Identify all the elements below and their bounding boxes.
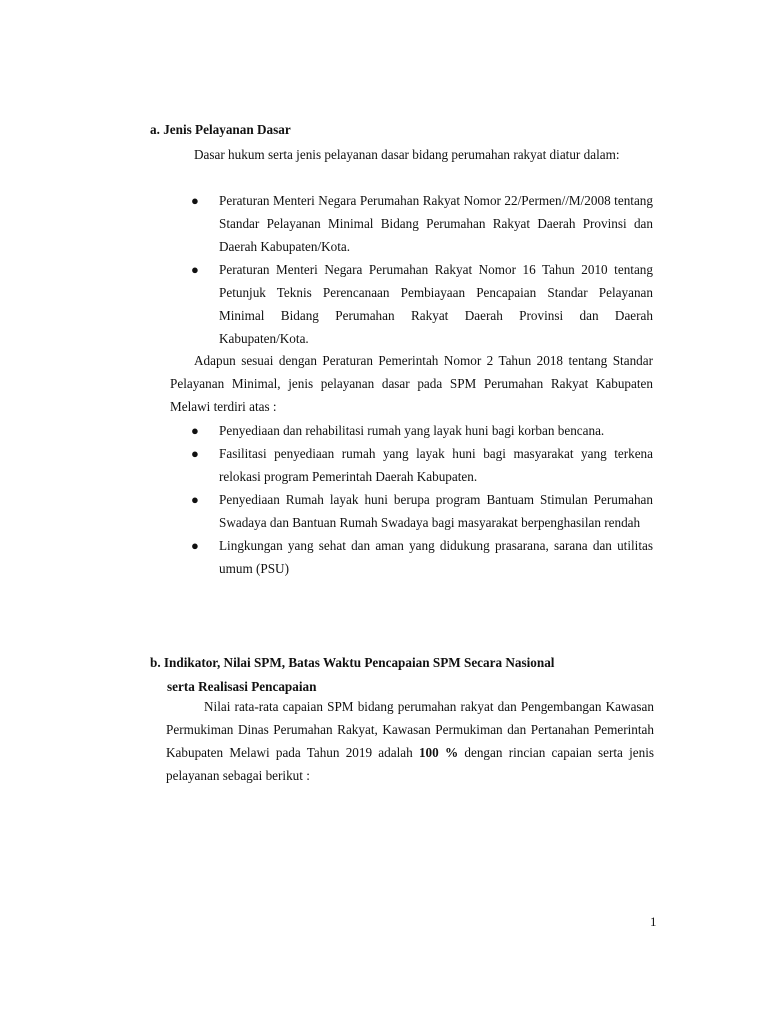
list-item bbox=[191, 419, 653, 442]
page-number: 1 bbox=[650, 914, 657, 929]
service-text: Lingkungan yang sehat dan aman yang didukung prasarana, sarana dan utilitas umum (PSU) bbox=[219, 538, 653, 576]
regulation-list bbox=[191, 189, 653, 350]
section-a-intro: Dasar hukum serta jenis pelayanan dasar bidang perumahan rakyat diatur dalam: bbox=[194, 147, 620, 162]
list-item bbox=[191, 189, 653, 258]
list-item bbox=[191, 488, 653, 534]
bullet-icon: ● bbox=[191, 538, 199, 553]
regulation-text: Peraturan Menteri Negara Perumahan Rakyat Nomor 22/Permen//M/2008 tentang Standar Pelayanan Minimal Bidang Perumahan Rakyat Daerah Provinsi dan Daerah Kabupaten/Kota. bbox=[219, 193, 653, 254]
section-a-adapun: Adapun sesuai dengan Peraturan Pemerintah Nomor 2 Tahun 2018 tentang Standar Pelayanan Minimal, jenis pelayanan dasar pada SPM Perumahan Rakyat Kabupaten Melawi terdiri atas : bbox=[170, 353, 653, 414]
achievement-value: 100 % bbox=[418, 745, 459, 760]
bullet-icon: ● bbox=[191, 423, 199, 438]
service-text: Penyediaan dan rehabilitasi rumah yang layak huni bagi korban bencana. bbox=[219, 423, 605, 438]
paragraph-text-before: Nilai rata-rata capaian SPM bidang perumahan rakyat dan Pengembangan Kawasan Permukiman Dinas Perumahan Rakyat, Kawasan Permukiman dan Pertanahan Pemerintah Kabupaten Melawi pada Tahun 2019 adalah bbox=[166, 699, 654, 760]
section-a-heading: a. Jenis Pelayanan Dasar bbox=[150, 122, 291, 137]
regulation-text: Peraturan Menteri Negara Perumahan Rakyat Nomor 16 Tahun 2010 tentang Petunjuk Teknis Perencanaan Pembiayaan Pencapaian Standar Pelayanan Minimal Bidang Perumahan Rakyat Daerah Provinsi dan Daerah Kabupaten/Kota. bbox=[219, 262, 653, 346]
section-b-heading bbox=[150, 651, 660, 699]
list-item bbox=[191, 258, 653, 350]
service-list bbox=[191, 419, 653, 580]
service-text: Fasilitasi penyediaan rumah yang layak huni bagi masyarakat yang terkena relokasi program Pemerintah Daerah Kabupaten. bbox=[219, 446, 653, 484]
section-b-paragraph bbox=[166, 695, 654, 787]
paragraph-text-after: dengan rincian capaian serta jenis pelayanan sebagai berikut : bbox=[166, 745, 655, 783]
section-b-heading-line2: serta Realisasi Pencapaian bbox=[167, 679, 317, 694]
bullet-icon: ● bbox=[191, 262, 199, 277]
list-item bbox=[191, 534, 653, 580]
list-item bbox=[191, 442, 653, 488]
bullet-icon: ● bbox=[191, 193, 199, 208]
section-b-heading-line1: b. Indikator, Nilai SPM, Batas Waktu Pencapaian SPM Secara Nasional bbox=[150, 655, 555, 670]
bullet-icon: ● bbox=[191, 492, 199, 507]
bullet-icon: ● bbox=[191, 446, 199, 461]
service-text: Penyediaan Rumah layak huni berupa program Bantuam Stimulan Perumahan Swadaya dan Bantuan Rumah Swadaya bagi masyarakat berpenghasilan rendah bbox=[219, 492, 653, 530]
